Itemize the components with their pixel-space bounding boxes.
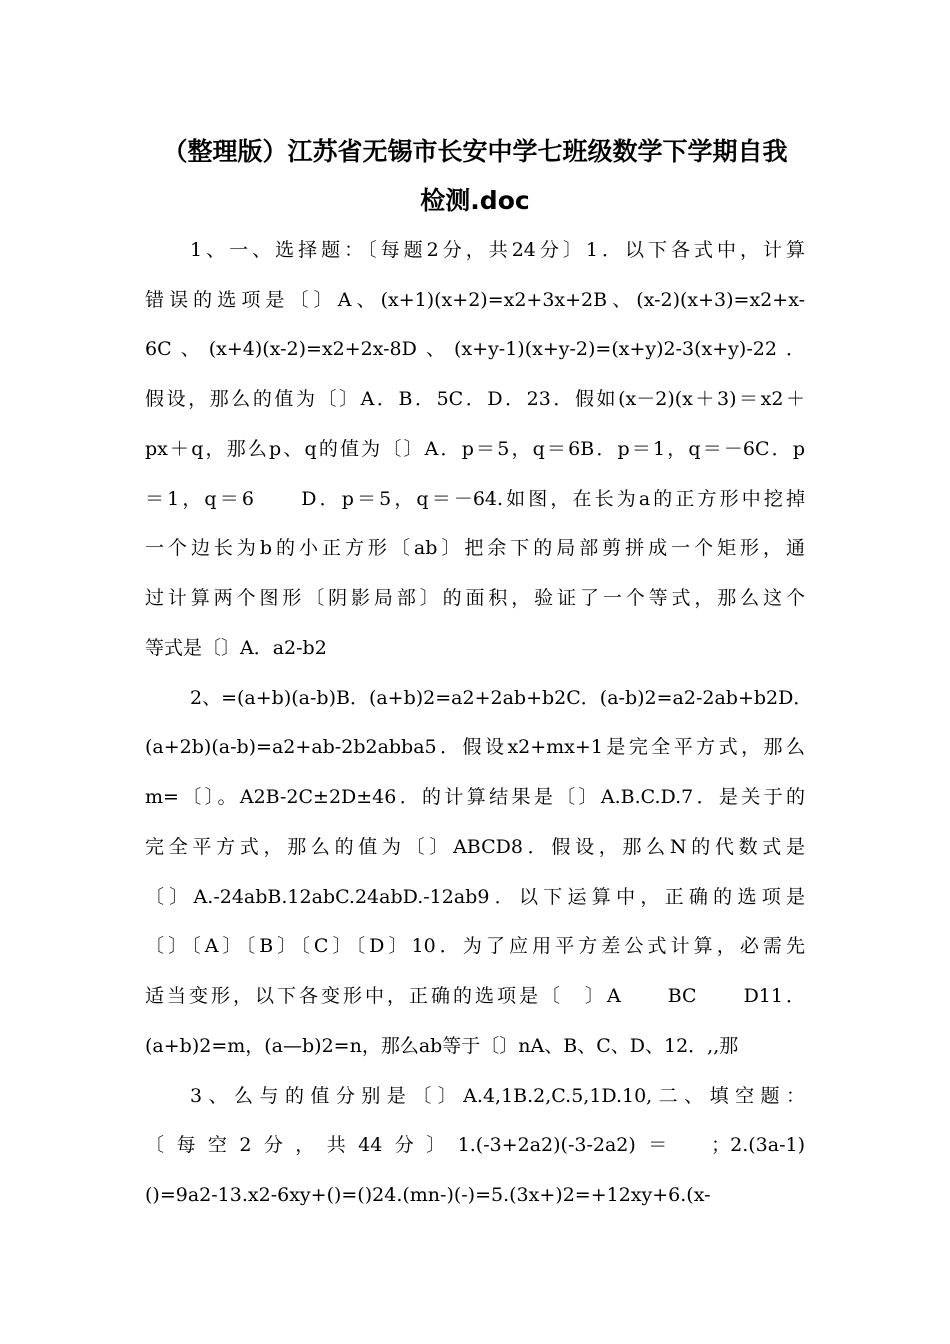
body-line: (a+b)2=m，(a—b)2=n，那么ab等于〔〕nA、B、C、D、12．,,那: [145, 1035, 739, 1057]
body-line: m=〔〕。A2B-2C±2D±46．的计算结果是〔〕A.B.C.D.7．是关于的: [145, 786, 805, 808]
body-line: 2、=(a+b)(a-b)B．(a+b)2=a2+2ab+b2C．(a-b)2=a2-2ab+b2D．: [190, 687, 813, 709]
body-line: 假设，那么的值为〔〕A．B．5C．D．23．假如(x－2)(x＋3)＝x2＋: [145, 388, 805, 410]
body-line: 〔每空2分，共44分〕1.(-3+2a2)(-3-2a2)＝ ；2.(3a-1): [145, 1134, 805, 1156]
body-line: 1、一、选择题：〔每题2分，共24分〕1．以下各式中，计算: [190, 239, 805, 261]
body-line: 等式是〔〕A．a2-b2: [145, 637, 327, 659]
document-title-line-2: 检测.doc: [420, 186, 530, 215]
body-line: 6C、(x+4)(x-2)=x2+2x-8D、(x+y-1)(x+y-2)=(x+y)2-3(x+y)-22．: [145, 338, 805, 360]
body-line: ()=9a2-13.x2-6xy+()=()24.(mn-)(-)=5.(3x+)2=+12xy+6.(x-: [145, 1184, 711, 1206]
body-line: 〔〕A.-24abB.12abC.24abD.-12ab9．以下运算中，正确的选项是: [145, 886, 805, 908]
body-line: 〔〕〔A〕〔B〕〔C〕〔D〕10．为了应用平方差公式计算，必需先: [145, 935, 805, 957]
body-line: 错误的选项是〔〕A、(x+1)(x+2)=x2+3x+2B、(x-2)(x+3)=x2+x-: [145, 289, 805, 311]
body-line: (a+2b)(a-b)=a2+ab-2b2abba5．假设x2+mx+1是完全平方式，那么: [145, 736, 805, 758]
body-line: 适当变形，以下各变形中，正确的选项是〔 〕A BC D11．: [145, 985, 805, 1007]
body-line: 过计算两个图形〔阴影局部〕的面积，验证了一个等式，那么这个: [145, 587, 805, 609]
body-line: 完全平方式，那么的值为〔〕ABCD8．假设，那么N的代数式是: [145, 836, 805, 858]
body-line: ＝1，q＝6 D．p＝5，q＝－64.如图，在长为a的正方形中挖掉: [145, 488, 805, 510]
document-title-line-1: （整理版）江苏省无锡市长安中学七班级数学下学期自我: [162, 137, 788, 166]
body-line: px＋q，那么p、q的值为〔〕A．p＝5，q＝6B．p＝1，q＝－6C．p: [145, 438, 805, 460]
body-line: 一个边长为b的小正方形〔ab〕把余下的局部剪拼成一个矩形，通: [145, 537, 805, 559]
body-line: 3、么与的值分别是〔〕A.4,1B.2,C.5,1D.10,二、填空题：: [190, 1085, 805, 1107]
